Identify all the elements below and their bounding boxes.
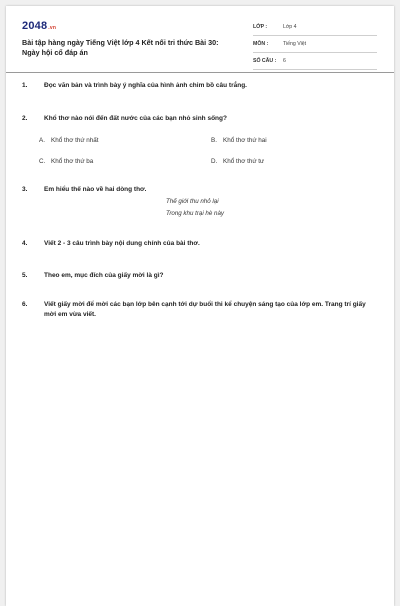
header-divider <box>6 72 394 73</box>
option-text: Khổ thơ thứ nhất <box>51 137 99 144</box>
option-text: Khổ thơ thứ hai <box>223 137 267 144</box>
question-number: 5. <box>22 272 28 279</box>
option-b[interactable] <box>211 137 267 144</box>
question-1 <box>22 81 374 91</box>
question-number: 3. <box>22 186 28 193</box>
meta-label: SỐ CÂU : <box>253 58 277 64</box>
question-text: Khổ thơ nào nói đến đất nước của các bạn nhỏ sinh sống? <box>44 115 227 122</box>
option-text: Khổ thơ thứ ba <box>51 158 94 165</box>
meta-label: LỚP : <box>253 24 268 30</box>
question-5 <box>22 271 374 281</box>
question-text: Viết 2 - 3 câu trình bày nội dung chính của bài thơ. <box>44 240 200 247</box>
option-letter: D. <box>211 158 218 165</box>
poem-line: Thế giới thu nhỏ lại <box>166 198 219 205</box>
question-number: 6. <box>22 301 28 308</box>
question-text: Em hiểu thế nào về hai dòng thơ. <box>44 186 147 193</box>
option-a[interactable] <box>39 137 99 144</box>
document-title: Bài tập hàng ngày Tiếng Việt lớp 4 Kết nối tri thức Bài 30: Ngày hội cổ đáp án <box>22 38 219 57</box>
meta-row-count <box>253 53 377 70</box>
logo-text: 2048 <box>22 20 48 32</box>
question-4 <box>22 239 374 249</box>
question-2 <box>22 114 374 124</box>
meta-label: MÔN : <box>253 41 269 47</box>
question-3 <box>22 185 374 195</box>
question-text: Theo em, mục đích của giấy mời là gì? <box>44 272 164 279</box>
meta-row-subject <box>253 36 377 53</box>
question-text: Viết giấy mời để mời các bạn lớp bên cạnh tới dự buổi thi kể chuyện sáng tạo của lớp em. Trang trí giấy mời em vừa viết. <box>44 301 366 318</box>
option-letter: A. <box>39 137 45 144</box>
meta-value: 6 <box>283 58 286 64</box>
option-d[interactable] <box>211 158 264 165</box>
poem-line: Trong khu trại hè này <box>166 210 225 217</box>
logo-suffix: .vn <box>48 25 57 31</box>
question-number: 4. <box>22 240 28 247</box>
option-letter: C. <box>39 158 46 165</box>
question-6 <box>22 300 374 320</box>
question-number: 1. <box>22 82 28 89</box>
meta-row-class <box>253 19 377 36</box>
meta-value: Lớp 4 <box>283 24 297 30</box>
option-letter: B. <box>211 137 217 144</box>
question-text: Đọc văn bản và trình bày ý nghĩa của hình ảnh chim bồ câu trắng. <box>44 82 247 89</box>
option-text: Khổ thơ thứ tư <box>223 158 265 165</box>
site-logo[interactable] <box>22 20 56 32</box>
worksheet-page <box>6 6 394 606</box>
option-c[interactable] <box>39 158 93 165</box>
question-number: 2. <box>22 115 28 122</box>
meta-value: Tiếng Việt <box>283 41 307 47</box>
meta-table <box>253 19 377 70</box>
